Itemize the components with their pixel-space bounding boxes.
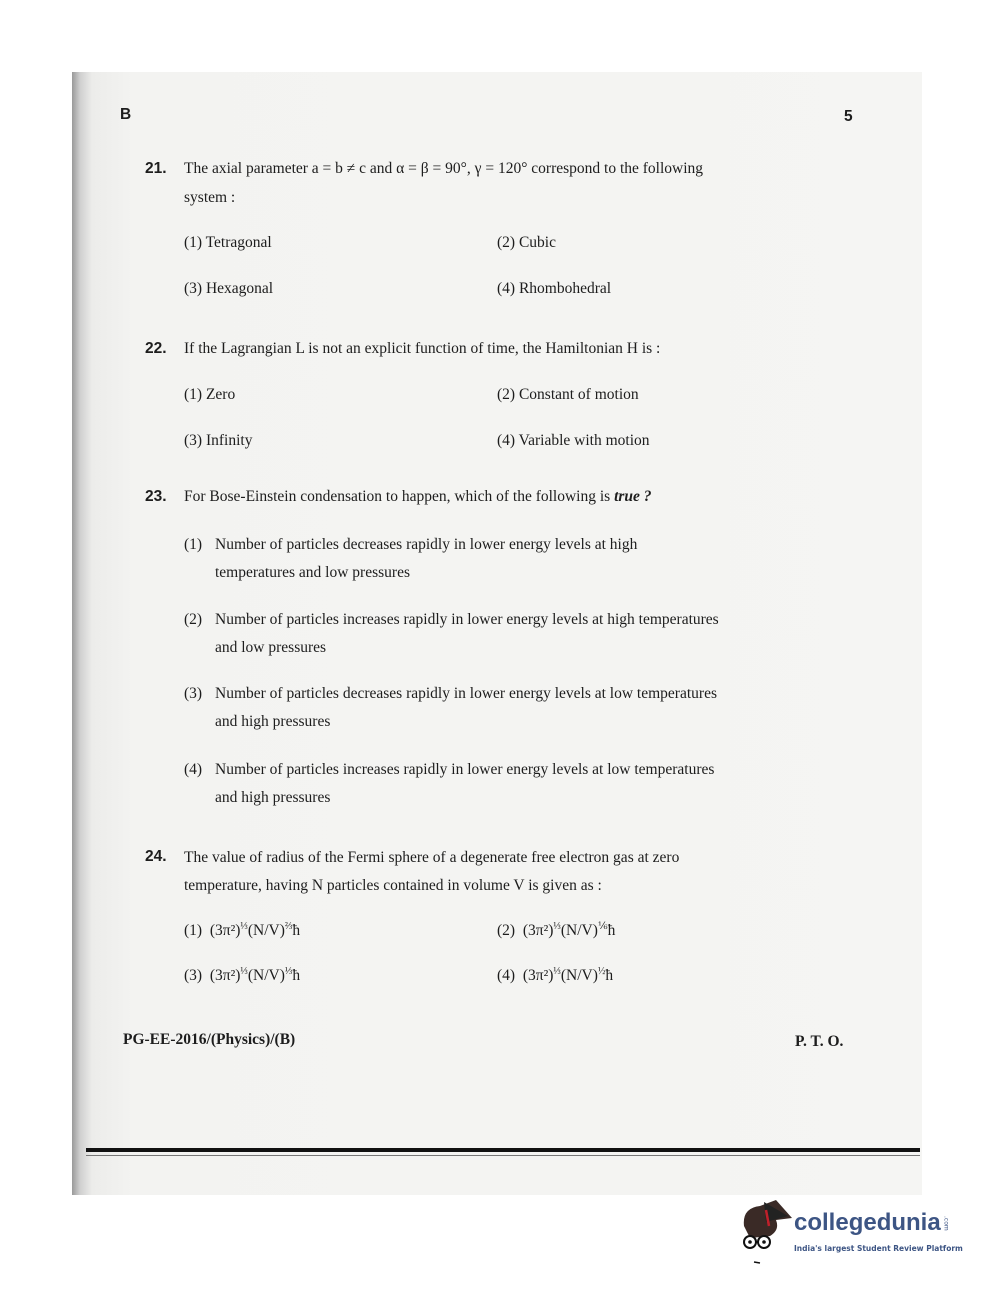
exponent: ⅓ [240,921,248,932]
question-number: 22. [145,340,167,357]
hbar: ħ [292,922,301,939]
option-formula [184,921,300,940]
question-text-cont: system : [184,189,236,206]
option-formula [497,966,613,985]
series-label: B [120,106,132,123]
option-label: (1) [184,922,203,939]
option-label: (2) [184,611,203,628]
formula-ratio: (N/V) [247,967,285,984]
option: (3) Infinity [184,432,253,449]
question-text: The value of radius of the Fermi sphere of a degenerate free electron gas at zero [184,849,680,866]
page-edge-line [86,1155,920,1156]
formula-base: (3π²) [522,967,554,984]
question-text: The axial parameter a = b ≠ c and α = β = 90°, γ = 120° correspond to the following [184,160,704,177]
exponent: ½ [597,966,606,977]
question-number: 23. [145,488,167,505]
brand-name: collegedunia [794,1209,941,1236]
page-number: 5 [844,108,853,125]
option-label: (4) [497,967,516,984]
emphasis: true ? [614,488,652,505]
option: (3) Hexagonal [184,280,274,297]
option: (2) Cubic [497,234,556,251]
page-edge-shadow [86,1148,920,1152]
question-number: 24. [145,848,167,865]
option: (4) Rhombohedral [497,280,612,297]
option: (1) Zero [184,386,236,403]
option-line: Number of particles decreases rapidly in lower energy levels at low temperatures [215,685,717,702]
exponent: ⅓ [553,966,561,977]
mascot-icon [736,1196,794,1266]
question-text-cont: temperature, having N particles contained in volume V is given as : [184,877,602,894]
option-label: (2) [497,922,516,939]
formula-base: (3π²) [209,967,241,984]
option: (4) Variable with motion [497,432,650,449]
option-formula [184,966,300,985]
option-line: and low pressures [215,639,327,656]
question-text: If the Lagrangian L is not an explicit function of time, the Hamiltonian H is : [184,340,661,357]
option-label: (1) [184,536,203,553]
option: (2) Constant of motion [497,386,639,403]
brand-domain: .com [942,1216,950,1231]
exponent: ⅓ [240,966,248,977]
formula-base: (3π²) [522,922,554,939]
option-formula [497,921,615,940]
question-number: 21. [145,160,167,177]
option-label: (4) [184,761,203,778]
hbar: ħ [605,967,614,984]
option-line: Number of particles decreases rapidly in lower energy levels at high [215,536,638,553]
option-line: temperatures and low pressures [215,564,410,581]
brand-tagline: India's largest Student Review Platform [794,1244,963,1253]
option-line: Number of particles increases rapidly in lower energy levels at high temperatures [215,611,719,628]
option-line: Number of particles increases rapidly in lower energy levels at low temperatures [215,761,715,778]
formula-ratio: (N/V) [247,922,285,939]
formula-base: (3π²) [209,922,241,939]
collegedunia-logo [736,1196,986,1266]
exponent: ⅓ [553,921,561,932]
formula-ratio: (N/V) [560,967,598,984]
brand-row [794,1208,950,1238]
pto-label: P. T. O. [795,1033,844,1050]
option-label: (3) [184,967,203,984]
formula-ratio: (N/V) [560,922,598,939]
exponent: ⅔ [284,921,293,932]
paper-code: PG-EE-2016/(Physics)/(B) [123,1031,296,1048]
option: (1) Tetragonal [184,234,272,251]
option-label: (3) [184,685,203,702]
question-text-main: For Bose-Einstein condensation to happen, which of the following is [184,488,611,505]
exponent: ⅓ [284,966,293,977]
exponent: ⅙ [597,921,608,932]
option-line: and high pressures [215,713,331,730]
question-text [184,488,652,506]
hbar: ħ [607,922,616,939]
option-line: and high pressures [215,789,331,806]
hbar: ħ [292,967,301,984]
